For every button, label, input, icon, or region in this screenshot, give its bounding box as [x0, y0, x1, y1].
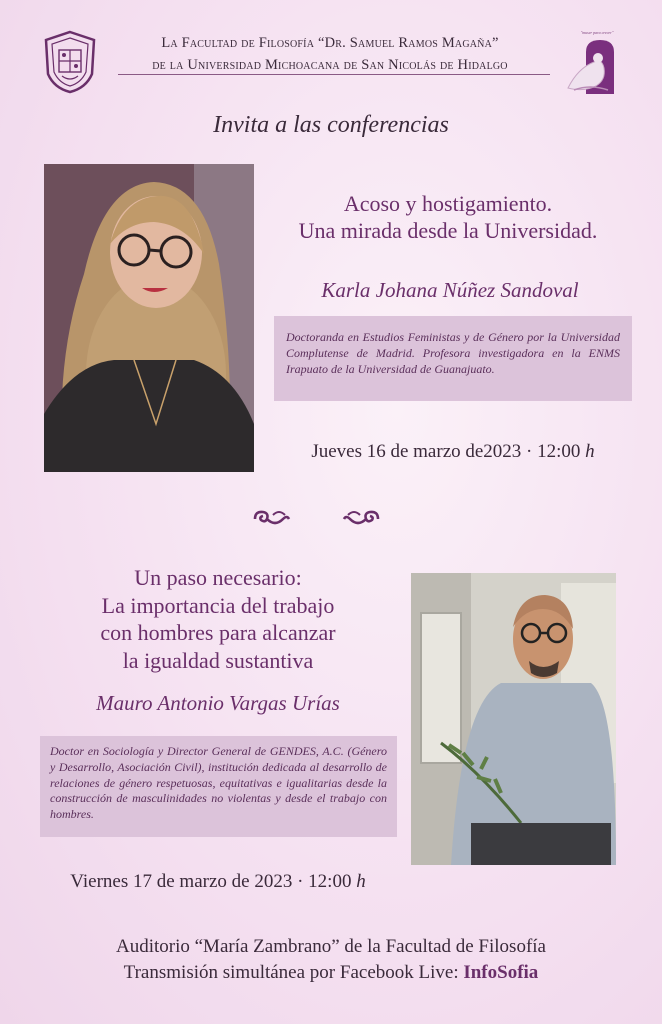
talk-2-title-line-3: con hombres para alcanzar	[100, 620, 336, 645]
venue-stream-text: Transmisión simultánea por Facebook Live:	[123, 962, 459, 983]
speaker-1-name: Karla Johana Núñez Sandoval	[321, 278, 579, 302]
header-line-2: de la Universidad Michoacana de San Nicolás de Hidalgo	[152, 57, 508, 73]
talk-2-date-text: Viernes 17 de marzo de 2023 · 12:00	[70, 871, 352, 892]
talk-1-title	[268, 190, 628, 244]
talk-1-date	[280, 441, 626, 463]
talk-1-title-line-2: Una mirada desde la Universidad.	[298, 218, 598, 243]
venue-line-2	[0, 960, 662, 986]
speaker-2-bio: Doctor en Sociología y Director General de GENDES, A.C. (Género y Desarrollo, Asociación Civil), institución dedicada al desarrollo de relaciones de género respetuosas, equitativas e igualitarias desde la construcción de masculinidades no violentas y desde el trabajo con hombres.	[40, 736, 397, 837]
university-seal-icon	[42, 30, 98, 94]
ornament-right-icon	[342, 507, 382, 529]
faculty-logo-icon	[560, 28, 626, 98]
speaker-2-name: Mauro Antonio Vargas Urías	[96, 691, 340, 715]
talk-1-hour-suffix: h	[585, 441, 595, 462]
logo-caption: "muser para crecer"	[580, 30, 614, 35]
talk-2-title-line-4: la igualdad sustantiva	[122, 647, 314, 673]
talk-2-date	[40, 871, 396, 893]
venue-line-1: Auditorio “María Zambrano” de la Facultad de Filosofía	[115, 936, 546, 957]
speaker-1-bio: Doctoranda en Estudios Feministas y de Género por la Universidad Complutense de Madrid. Profesora investigadora en la ENMS Irapuato de la Universidad de Guanajuato.	[274, 316, 632, 401]
ornament-left-icon	[251, 507, 291, 529]
speaker-2-photo	[411, 573, 616, 865]
invite-heading: Invita a las conferencias	[213, 112, 449, 138]
header	[108, 34, 552, 75]
header-line-1: La Facultad de Filosofía “Dr. Samuel Ramos Magaña”	[161, 35, 499, 51]
talk-2-title	[40, 564, 396, 674]
facebook-page-name: InfoSofia	[463, 962, 539, 983]
venue-info	[0, 934, 662, 986]
header-divider	[118, 74, 550, 75]
talk-2-hour-suffix: h	[356, 871, 366, 892]
speaker-1-photo	[44, 164, 254, 472]
talk-1-title-line-1: Acoso y hostigamiento.	[343, 191, 553, 216]
talk-2-title-line-1: Un paso necesario:	[134, 565, 302, 590]
talk-1-date-text: Jueves 16 de marzo de2023 · 12:00	[311, 441, 581, 462]
talk-2-title-line-2: La importancia del trabajo	[101, 592, 335, 618]
